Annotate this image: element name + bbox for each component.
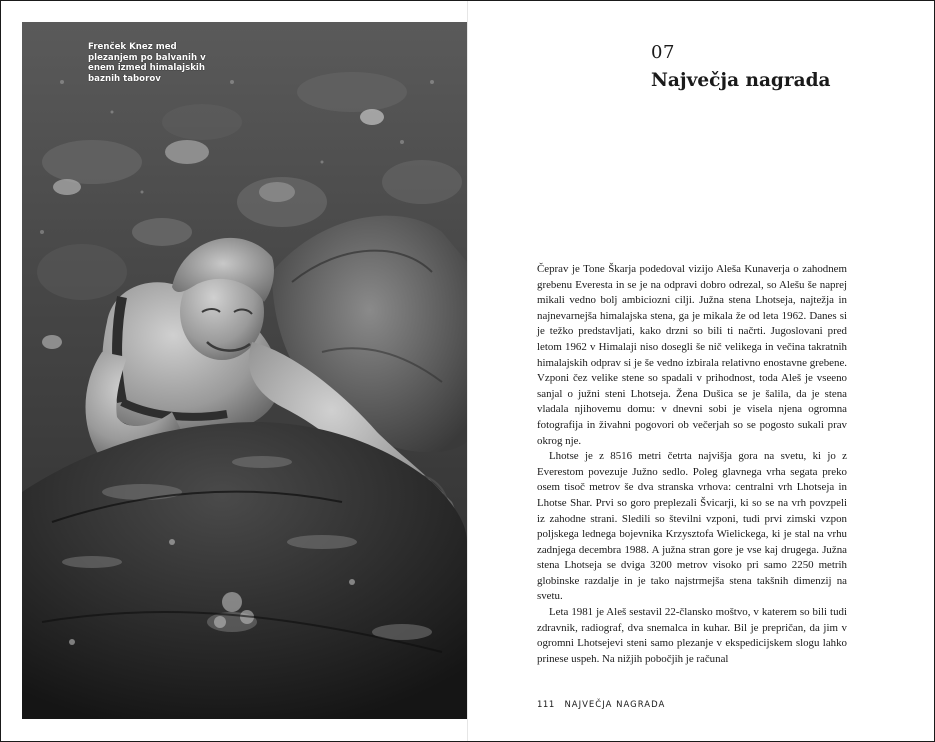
photo-caption: Frenček Knez med plezanjem po balvanih v enem izmed himalajskih baznih taborov	[88, 42, 206, 84]
climber-photo-image	[22, 22, 467, 719]
chapter-number: 07	[651, 42, 675, 63]
running-head: NAJVEČJA NAGRADA	[564, 700, 666, 710]
chapter-body-text	[537, 262, 847, 667]
climber-photo	[22, 22, 467, 719]
body-paragraph: Lhotse je z 8516 metri četrta najvišja gora na svetu, ki jo z Everestom povezuje Južno sedlo. Poleg glavnega vrha segata preko osem tisoč metrov še dva stranska vrhova: centralni vrh Lhotseja in Lhotse Shar. Prvi so goro preplezali Švicarji, ki so se na vrh povzpeli iz zahodne strani. Sledili so številni vzponi, tudi prvi zimski vzpon poljskega lednega bojevnika Krzysztofa Wielickega, ki je stal na vrhu zadnjega decembra 1988. A južna stran gore je vse kaj drugega. Južna stena Lhotseja se dviga 3200 metrov visoko pri samo 2250 metrih globinske razdalje in je tako najstrmejša stena takšnih dimenzij na svetu.	[537, 450, 847, 603]
page-footer	[537, 700, 665, 710]
body-paragraph: Leta 1981 je Aleš sestavil 22-člansko moštvo, v katerem so bili tudi zdravnik, radiograf, dva snemalca in kuhar. Bil je prepričan, da jim v ogromni Lhotsejevi steni samo plezanje v ekspedicijskem slogu lahko prinese uspeh. Na nižjih pobočjih je računal	[537, 606, 847, 665]
chapter-title: Največja nagrada	[651, 70, 831, 91]
page-number: 111	[537, 700, 555, 710]
body-paragraph: Čeprav je Tone Škarja podedoval vizijo Aleša Kunaverja o zahodnem grebenu Everesta in se je na odpravi dobro odrezal, so Alešu še naprej mikali vedno bolj ambiciozni cilji. Južna stena Lhotseja, najtežja in najnevarnejša himalajska stena, ga je mikala že od leta 1962. Danes si je težko predstavljati, kako drzni so bili ti načrti. Jugoslovani pred letom 1962 v Himalaji niso dosegli še nič velikega in večina takratnih himalajskih odprav si je še vedno izbirala relativno enostavne grebene. Vzponi čez velike stene so spadali v prihodnost, toda Aleš je vseeno sanjal o južni steni Lhotseja. Žena Dušica se je šalila, da je stena vladala njihovemu domu: v dnevni sobi je visela njena ogromna fotografija in živahni pogovori ob večerjah so se pogosto sukali prav okrog nje.	[537, 263, 847, 447]
book-gutter	[467, 1, 468, 741]
